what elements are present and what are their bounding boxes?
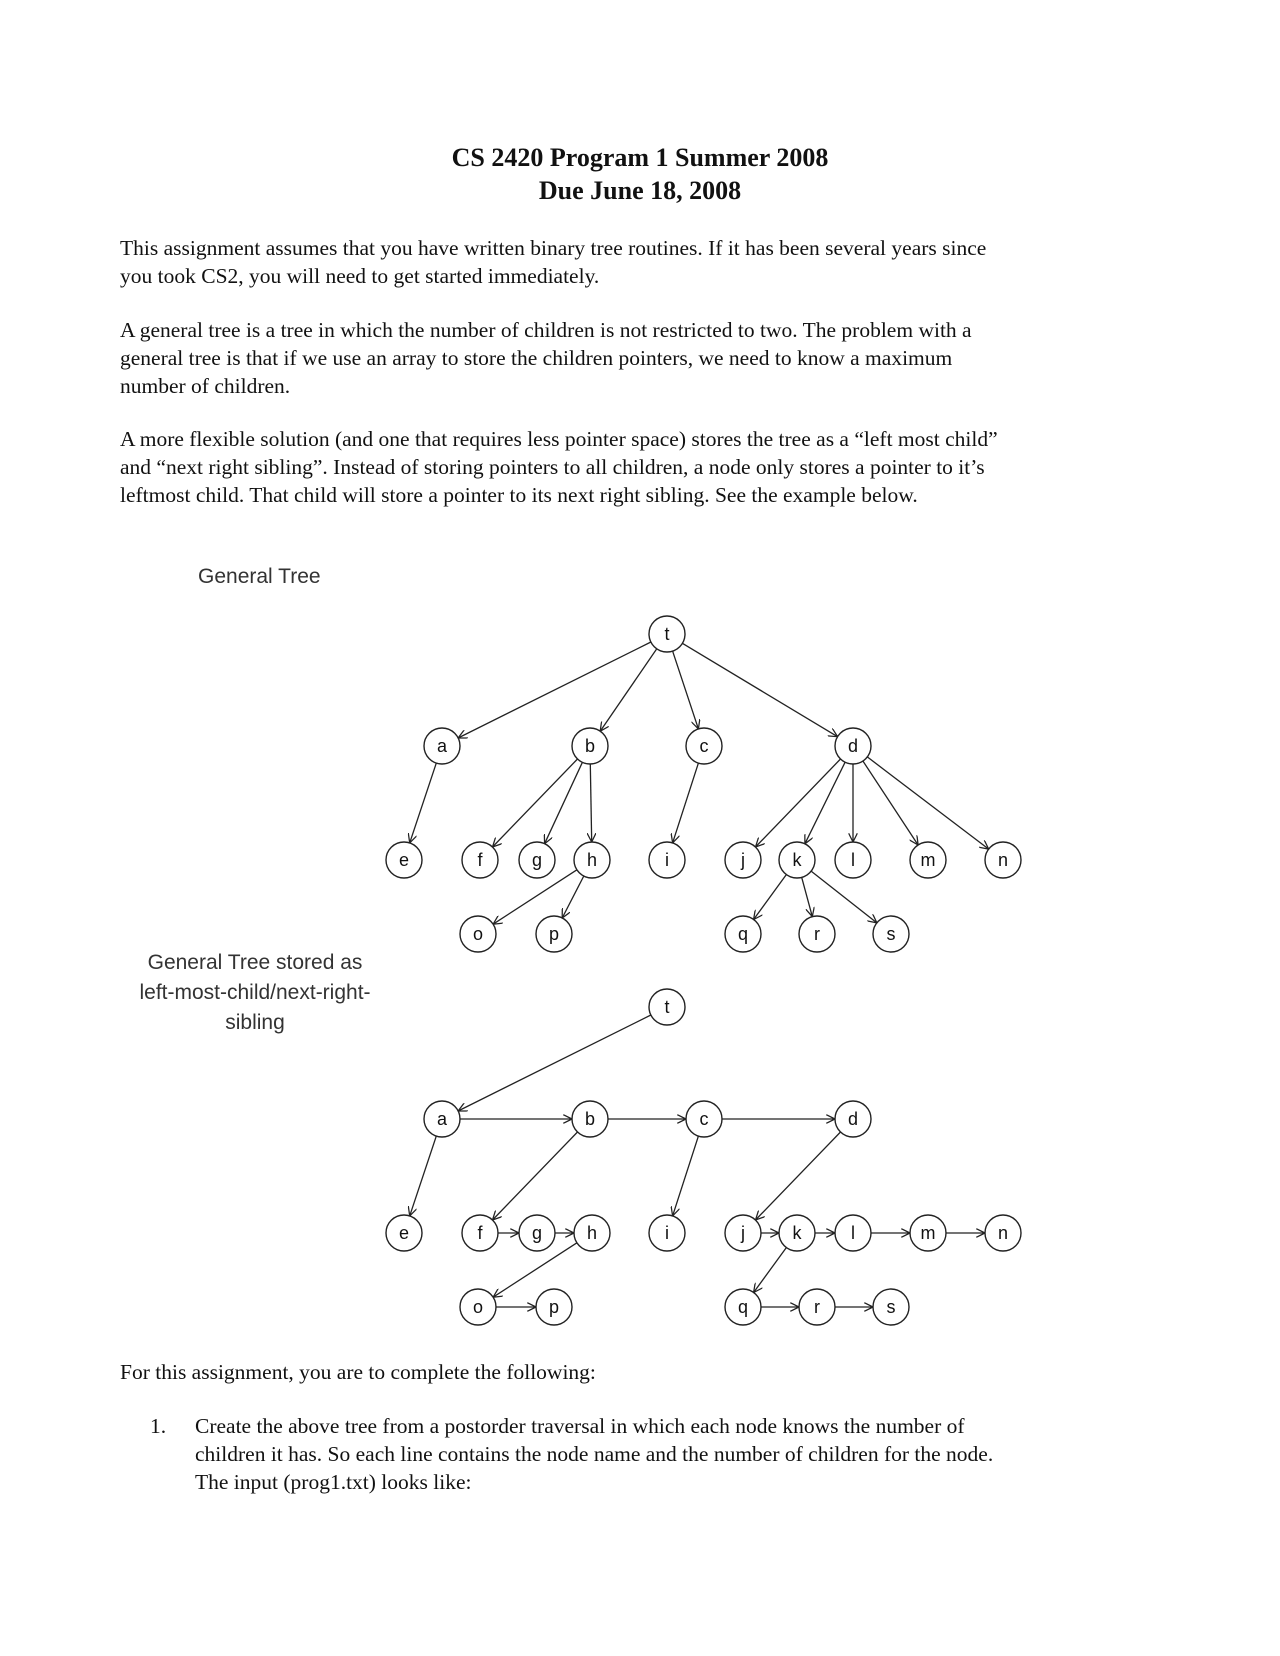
node-label: p	[548, 1297, 560, 1317]
node-label: r	[814, 924, 820, 944]
edge-d-j	[756, 1132, 841, 1220]
lmc-nrs-tree-node-d	[835, 1101, 871, 1137]
lmc-nrs-tree-node-g	[519, 1215, 555, 1251]
general-tree-node-j	[725, 842, 761, 878]
lmc-nrs-tree-node-a	[424, 1101, 460, 1137]
edge-t-a	[458, 1015, 651, 1111]
list-line: Create the above tree from a postorder traversal in which each node knows the number of	[195, 1414, 965, 1438]
paragraph-line: For this assignment, you are to complete the following:	[120, 1360, 596, 1384]
node-label: a	[436, 1109, 448, 1129]
lmc-nrs-tree-node-c	[686, 1101, 722, 1137]
lmc-nrs-tree-node-j	[725, 1215, 761, 1251]
node-label: c	[699, 736, 709, 756]
node-label: i	[665, 1223, 669, 1243]
list-line: children it has. So each line contains the node name and the number of children for the node.	[195, 1442, 994, 1466]
paragraph-line: A general tree is a tree in which the number of children is not restricted to two. The problem with a	[120, 318, 972, 342]
general-tree-node-e	[386, 842, 422, 878]
general-tree-node-s	[873, 916, 909, 952]
general-tree-node-g	[519, 842, 555, 878]
general-tree-nodes	[386, 616, 1021, 952]
paragraph-assignment	[120, 1358, 1170, 1386]
general-tree-node-o	[460, 916, 496, 952]
node-label: h	[586, 1223, 598, 1243]
node-label: m	[920, 1223, 936, 1243]
figure-label-text: General Tree	[198, 565, 321, 588]
lmc-nrs-tree-edges	[410, 1015, 985, 1307]
node-label: m	[920, 850, 936, 870]
edge-d-n	[867, 757, 988, 849]
lmc-nrs-tree-node-i	[649, 1215, 685, 1251]
general-tree-node-a	[424, 728, 460, 764]
edge-k-r	[802, 877, 813, 916]
general-tree-node-d	[835, 728, 871, 764]
edge-a-e	[410, 1136, 437, 1216]
lmc-nrs-tree-nodes	[386, 989, 1021, 1325]
list-number: 1.	[150, 1414, 167, 1438]
list-body	[195, 1412, 993, 1496]
edge-t-d	[682, 643, 837, 736]
general-tree-node-f	[462, 842, 498, 878]
node-label: i	[665, 850, 669, 870]
node-label: k	[792, 1223, 802, 1243]
node-label: a	[436, 736, 448, 756]
general-tree-node-k	[779, 842, 815, 878]
node-label: o	[472, 924, 484, 944]
edge-h-p	[562, 876, 584, 918]
node-label: f	[477, 850, 483, 870]
figure-label-text: left-most-child/next-right-	[139, 981, 371, 1004]
edge-t-a	[458, 642, 651, 738]
node-label: n	[997, 850, 1009, 870]
edge-b-f	[493, 759, 578, 847]
edge-c-i	[673, 1136, 699, 1216]
node-label: h	[586, 850, 598, 870]
node-label: l	[851, 1223, 855, 1243]
edge-b-g	[545, 762, 583, 843]
node-label: g	[531, 850, 543, 870]
lmc-nrs-tree-node-s	[873, 1289, 909, 1325]
node-label: j	[741, 1223, 745, 1243]
general-tree-node-i	[649, 842, 685, 878]
due-date: Due June 18, 2008	[538, 176, 742, 205]
node-label: s	[886, 1297, 896, 1317]
lmc-nrs-tree-node-n	[985, 1215, 1021, 1251]
edge-a-e	[410, 763, 437, 843]
node-label: q	[737, 1297, 749, 1317]
paragraph-line: leftmost child. That child will store a pointer to its next right sibling. See the example below.	[120, 483, 918, 507]
node-label: n	[997, 1223, 1009, 1243]
node-label: r	[814, 1297, 820, 1317]
document-title: CS 2420 Program 1 Summer 2008	[451, 143, 829, 172]
lmc-nrs-tree-node-e	[386, 1215, 422, 1251]
paragraph-line: number of children.	[120, 374, 291, 398]
edge-t-b	[600, 649, 657, 731]
lmc-nrs-tree-node-l	[835, 1215, 871, 1251]
edge-d-m	[863, 761, 918, 845]
general-tree-node-l	[835, 842, 871, 878]
general-tree-node-h	[574, 842, 610, 878]
lmc-nrs-tree-node-q	[725, 1289, 761, 1325]
edge-k-s	[811, 871, 877, 923]
edge-k-q	[754, 1248, 787, 1293]
node-label: e	[398, 850, 410, 870]
edge-t-c	[673, 651, 699, 729]
paragraph-line: general tree is that if we use an array to store the children pointers, we need to know a maximum	[120, 346, 953, 370]
node-label: q	[737, 924, 749, 944]
node-label: k	[792, 850, 802, 870]
figure-label-text: General Tree stored as	[147, 951, 363, 974]
paragraph-line: and “next right sibling”. Instead of storing pointers to all children, a node only stores a pointer to it’s	[120, 455, 985, 479]
general-tree-node-c	[686, 728, 722, 764]
edge-b-h	[590, 764, 591, 842]
node-label: d	[847, 736, 859, 756]
node-label: l	[851, 850, 855, 870]
lmc-nrs-tree-node-f	[462, 1215, 498, 1251]
edge-k-q	[754, 875, 787, 920]
lmc-nrs-tree-node-t	[649, 989, 685, 1025]
lmc-nrs-tree-node-p	[536, 1289, 572, 1325]
list-line: The input (prog1.txt) looks like:	[195, 1470, 472, 1494]
node-label: t	[664, 997, 670, 1017]
general-tree-node-b	[572, 728, 608, 764]
node-label: b	[584, 1109, 596, 1129]
node-label: d	[847, 1109, 859, 1129]
lmc-nrs-tree-node-b	[572, 1101, 608, 1137]
node-label: e	[398, 1223, 410, 1243]
general-tree-node-r	[799, 916, 835, 952]
general-tree-edges	[410, 642, 989, 924]
node-label: p	[548, 924, 560, 944]
lmc-nrs-tree-node-o	[460, 1289, 496, 1325]
general-tree-node-n	[985, 842, 1021, 878]
node-label: t	[664, 624, 670, 644]
node-label: b	[584, 736, 596, 756]
general-tree-node-t	[649, 616, 685, 652]
node-label: c	[699, 1109, 709, 1129]
lmc-nrs-tree-node-r	[799, 1289, 835, 1325]
edge-c-i	[673, 763, 699, 843]
general-tree-node-q	[725, 916, 761, 952]
lmc-nrs-tree-node-m	[910, 1215, 946, 1251]
node-label: j	[741, 850, 745, 870]
paragraph-line: you took CS2, you will need to get started immediately.	[120, 264, 600, 288]
paragraph-line: This assignment assumes that you have written binary tree routines. If it has been several years since	[120, 236, 987, 260]
paragraph-line: A more flexible solution (and one that requires less pointer space) stores the tree as a “left most child”	[120, 427, 998, 451]
edge-d-j	[756, 759, 841, 847]
node-label: f	[477, 1223, 483, 1243]
node-label: g	[531, 1223, 543, 1243]
node-label: o	[472, 1297, 484, 1317]
lmc-nrs-tree-node-h	[574, 1215, 610, 1251]
edge-b-f	[493, 1132, 578, 1220]
general-tree-node-m	[910, 842, 946, 878]
lmc-nrs-tree-node-k	[779, 1215, 815, 1251]
figure-label-text: sibling	[225, 1011, 285, 1034]
general-tree-node-p	[536, 916, 572, 952]
node-label: s	[886, 924, 896, 944]
